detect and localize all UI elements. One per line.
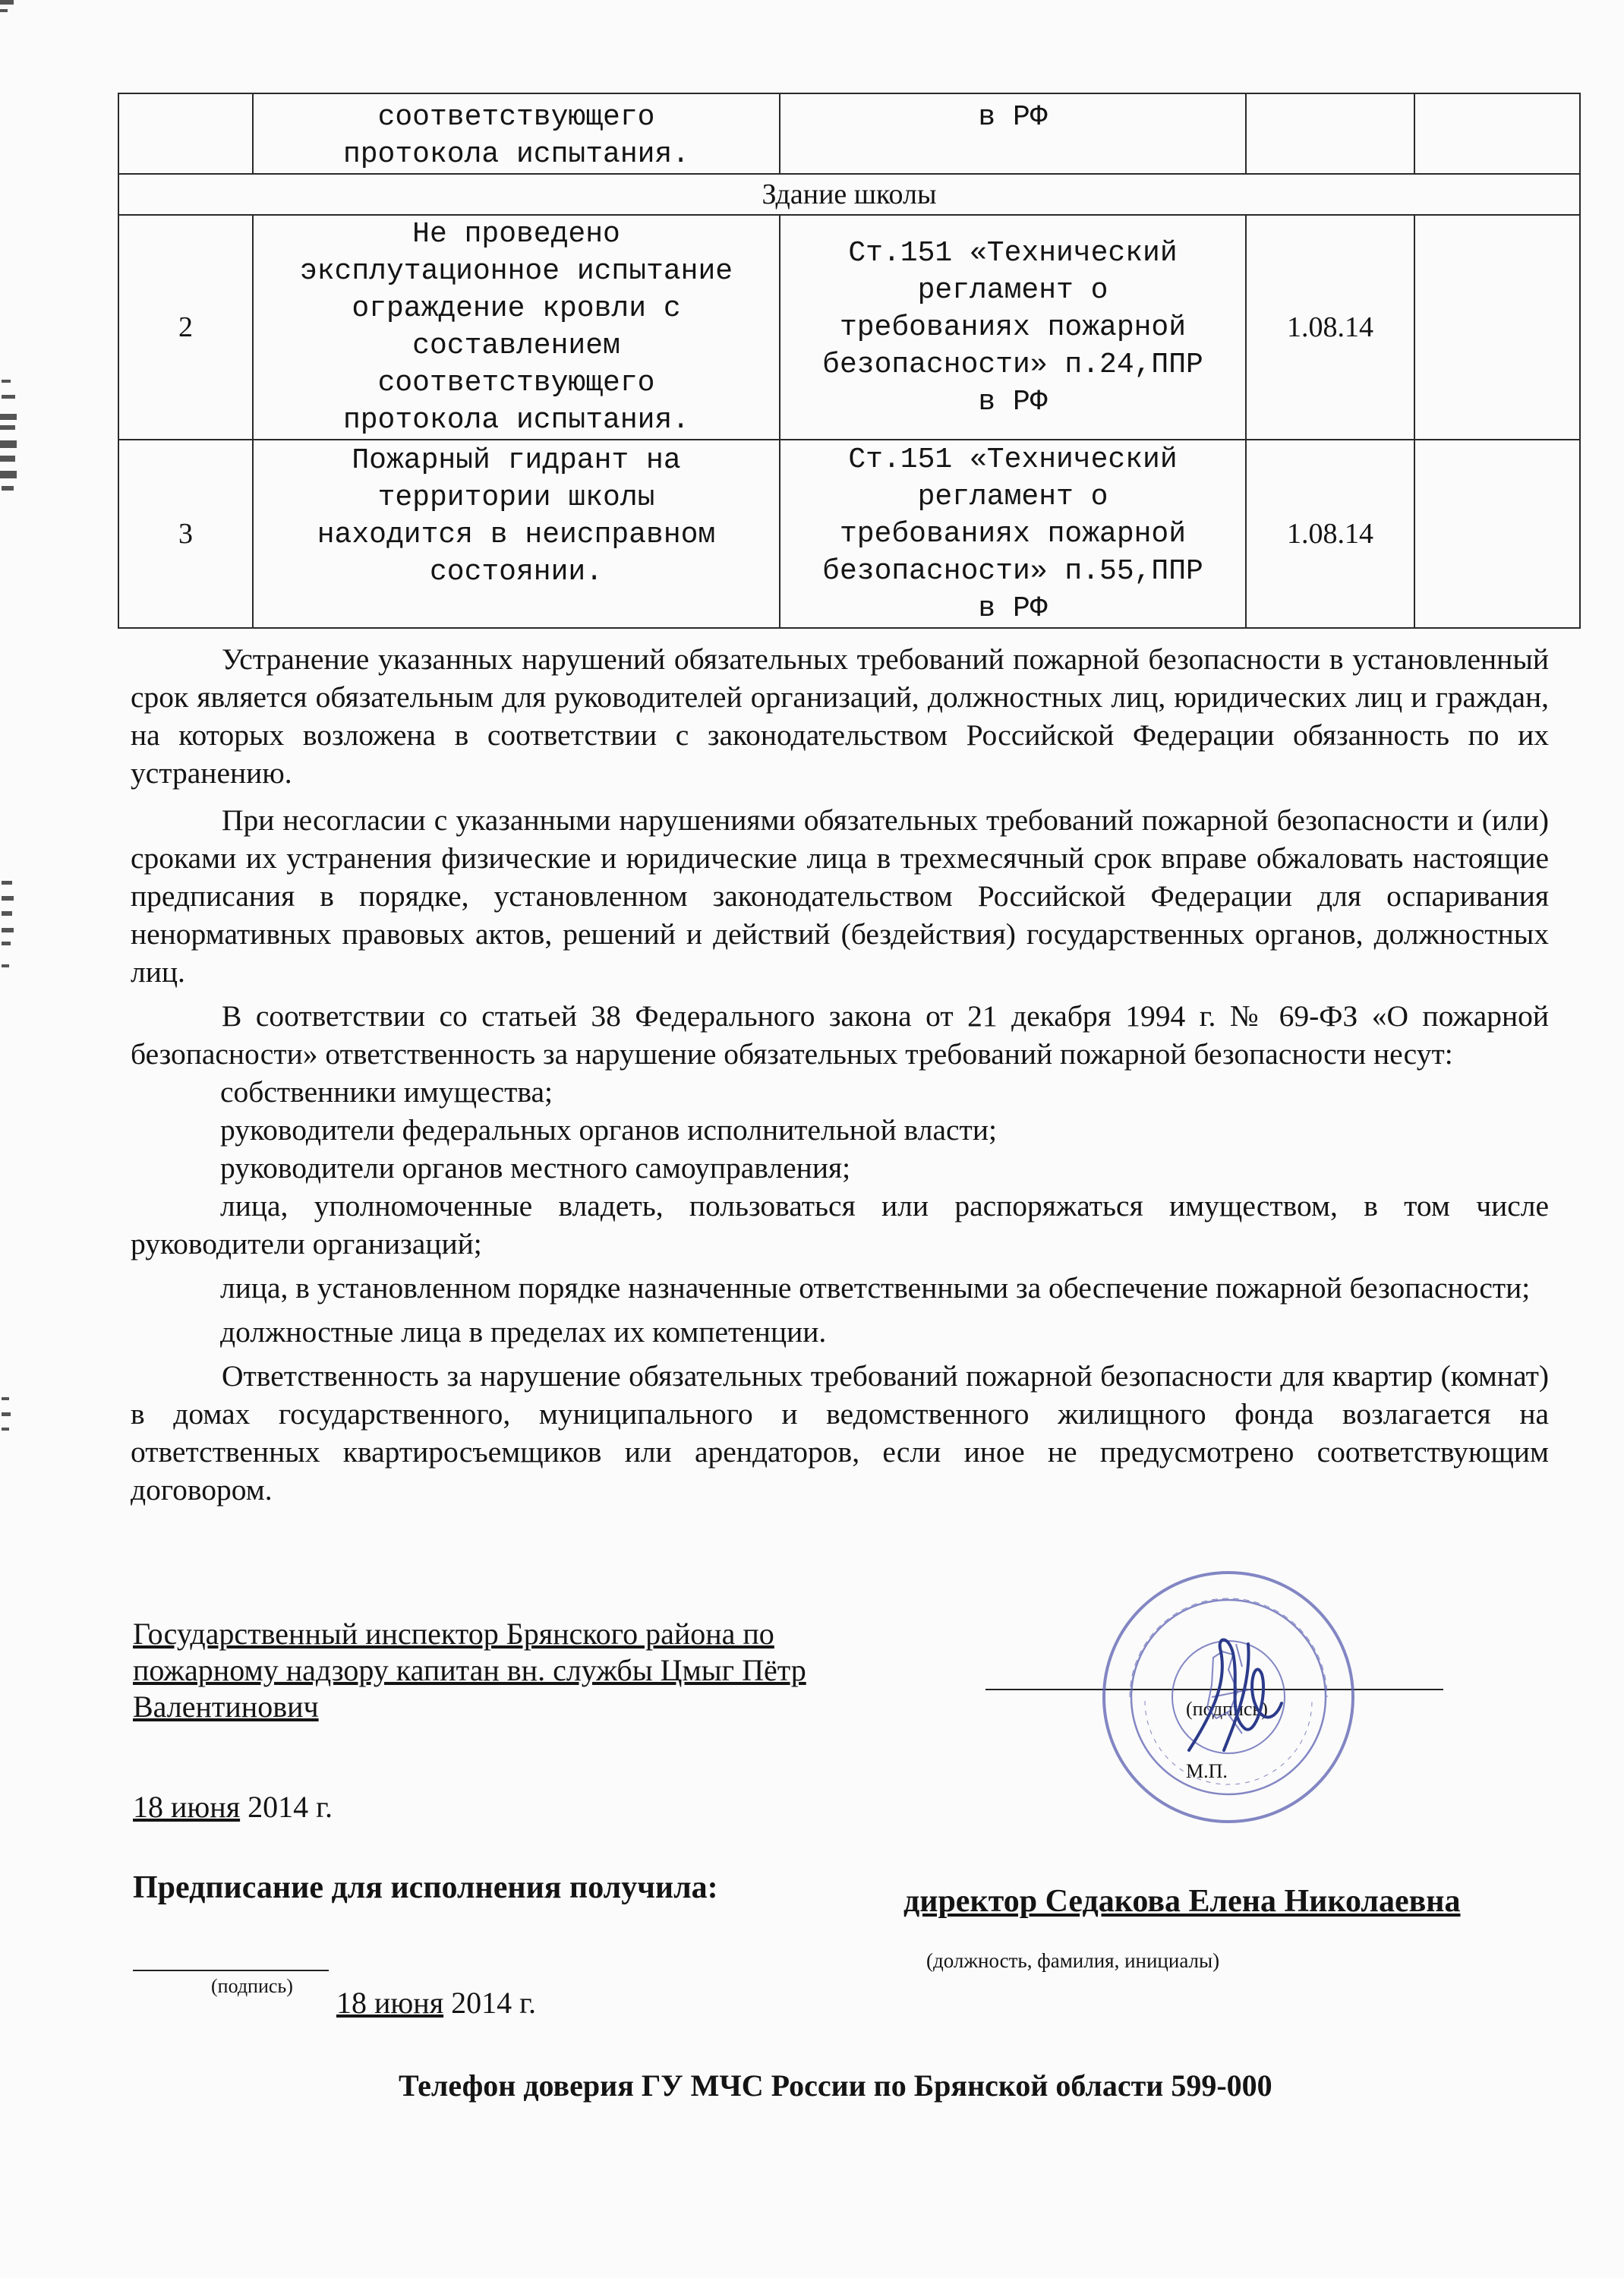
- paragraph-obligation: Устранение указанных нарушений обязательных требований пожарной безопасности в установленный срок является обязательным для руководителей организаций, должностных лиц, юридических лиц и граждан, на которых возложена в соответствии с законодательством Российской Федерации обязанность по их устранению.: [131, 642, 1549, 790]
- paragraph-appeal: При несогласии с указанными нарушениями обязательных требований пожарной безопасности и (или) сроками их устранения физические и юридические лица в трехмесячный срок вправе обжаловать настоящие предписания в порядке, установленном законодательством Российской Федерации для оспаривания ненормативных правовых актов, решений и действий (бездействия) государственных органов, должностных лиц.: [131, 803, 1549, 989]
- table-cell-reference: Ст.151 «Технический регламент о требованиях пожарной безопасности» п.24,ППР в РФ: [780, 215, 1246, 440]
- table-cell-num: [118, 93, 253, 174]
- inspector-line: пожарному надзору капитан вн. службы Цмыг Пётр: [133, 1653, 806, 1687]
- receipt-label: Предписание для исполнения получила:: [133, 1870, 718, 1905]
- receipt-signature-line: [133, 1970, 329, 1971]
- paragraph-responsibility: В соответствии со статьей 38 Федерального закона от 21 декабря 1994 г. № 69-ФЗ «О пожарной безопасности» ответственность за нарушение обязательных требований пожарной безопасности несут:: [131, 999, 1549, 1071]
- receipt-signature-caption: (подпись): [211, 1975, 293, 1997]
- trust-phone-footer: Телефон доверия ГУ МЧС России по Брянской области 599-000: [399, 2068, 1272, 2103]
- paragraph-housing: Ответственность за нарушение обязательных требований пожарной безопасности для квартир (комнат) в домах государственного, муниципального и ведомственного жилищного фонда возлагается на ответственных квартиросъемщиков или арендаторов, если иное не предусмотрено соответствующим договором.: [131, 1359, 1549, 1507]
- table-cell-num: 3: [118, 440, 253, 628]
- table-cell-description: Не проведено эксплутационное испытание ограждение кровли с составлением соответствующего протокола испытания.: [253, 215, 780, 440]
- table-cell-mark: [1414, 93, 1580, 174]
- table-cell-mark: [1414, 215, 1580, 440]
- recipient-name: директор Седакова Елена Николаевна: [903, 1884, 1461, 1919]
- table-section-row: [118, 174, 1580, 215]
- table-row: [118, 215, 1580, 440]
- list-item: лица, уполномоченные владеть, пользоваться или распоряжаться имуществом, в том числе руководители организаций;: [131, 1189, 1549, 1260]
- list-item: должностные лица в пределах их компетенции.: [220, 1315, 827, 1349]
- table-cell-deadline: [1246, 93, 1414, 174]
- list-item: руководители органов местного самоуправления;: [220, 1151, 851, 1185]
- list-item: собственники имущества;: [220, 1075, 553, 1109]
- table-cell-reference: Ст.151 «Технический регламент о требованиях пожарной безопасности» п.55,ППР в РФ: [780, 440, 1246, 628]
- violations-table: [118, 93, 1581, 629]
- inspector-line: Государственный инспектор Брянского района по: [133, 1617, 774, 1651]
- table-cell-mark: [1414, 440, 1580, 628]
- list-item: лица, в установленном порядке назначенные ответственными за обеспечение пожарной безопасности;: [220, 1271, 1531, 1305]
- table-row: [118, 93, 1580, 174]
- scan-margin-marks: [0, 0, 23, 2278]
- inspector-line: Валентинович: [133, 1690, 319, 1724]
- issue-date-year: 2014 г.: [240, 1790, 333, 1824]
- list-item: руководители федеральных органов исполнительной власти;: [220, 1113, 997, 1147]
- section-title: Здание школы: [118, 174, 1580, 215]
- table-cell-description: соответствующего протокола испытания.: [253, 93, 780, 174]
- table-cell-deadline: 1.08.14: [1246, 215, 1414, 440]
- seal-caption: М.П.: [1186, 1760, 1228, 1782]
- table-cell-description: Пожарный гидрант на территории школы находится в неисправном состоянии.: [253, 440, 780, 628]
- receipt-date: [336, 1985, 536, 2021]
- table-cell-num: 2: [118, 215, 253, 440]
- table-cell-reference: в РФ: [780, 93, 1246, 174]
- signature-caption: (подпись): [1186, 1698, 1268, 1720]
- table-row: [118, 440, 1580, 628]
- recipient-caption: (должность, фамилия, инициалы): [926, 1949, 1220, 1972]
- issue-date-day: 18 июня: [133, 1790, 241, 1824]
- receipt-date-day: 18 июня: [336, 1986, 444, 2020]
- official-seal: [1099, 1568, 1358, 1826]
- body-text: [131, 640, 1549, 1509]
- receipt-date-year: 2014 г.: [443, 1986, 536, 2020]
- inspector-block: [133, 1616, 892, 1725]
- table-cell-deadline: 1.08.14: [1246, 440, 1414, 628]
- issue-date: [133, 1789, 333, 1825]
